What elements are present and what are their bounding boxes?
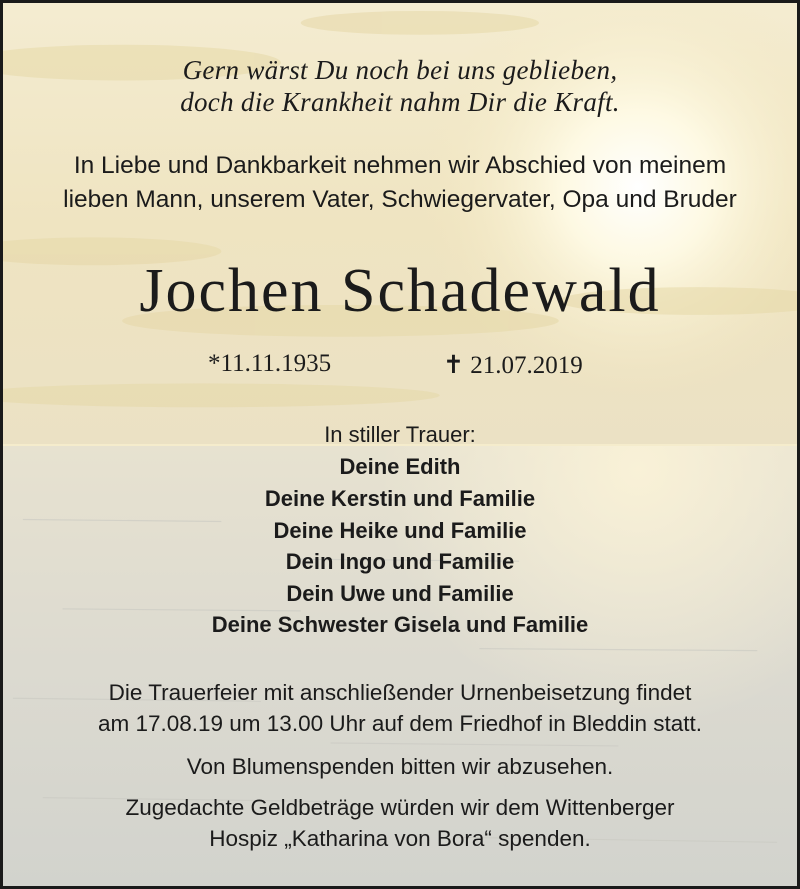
death-date: ✝ 21.07.2019 [443, 352, 583, 379]
mourner: Dein Uwe und Familie [286, 581, 514, 606]
mourning-heading: In stiller Trauer: [324, 422, 476, 447]
deceased-name: Jochen Schadewald [139, 257, 661, 325]
ceremony-line: am 17.08.19 um 13.00 Uhr auf dem Friedhof in Bleddin statt. [97, 711, 703, 736]
poem-line: doch die Krankheit nahm Dir die Kraft. [180, 87, 620, 117]
mourner: Deine Heike und Familie [273, 518, 527, 543]
mourner: Deine Schwester Gisela und Familie [211, 612, 589, 637]
mourner: Deine Kerstin und Familie [264, 486, 536, 511]
birth-date: *11.11.1935 [208, 350, 332, 377]
ceremony-line: Die Trauerfeier mit anschließender Urnenbeisetzung findet [108, 680, 692, 705]
mourner: Dein Ingo und Familie [285, 549, 515, 574]
intro-line: lieben Mann, unserem Vater, Schwiegervater, Opa und Bruder [63, 186, 737, 213]
donation-line: Hospiz „Katharina von Bora“ spenden. [209, 826, 591, 851]
flowers-note: Von Blumenspenden bitten wir abzusehen. [186, 754, 614, 779]
donation-line: Zugedachte Geldbeträge würden wir dem Wittenberger [125, 795, 675, 820]
intro-line: In Liebe und Dankbarkeit nehmen wir Abschied von meinem [73, 152, 727, 179]
poem-line: Gern wärst Du noch bei uns geblieben, [182, 55, 618, 85]
life-dates [3, 350, 797, 382]
mourner: Deine Edith [339, 454, 461, 479]
